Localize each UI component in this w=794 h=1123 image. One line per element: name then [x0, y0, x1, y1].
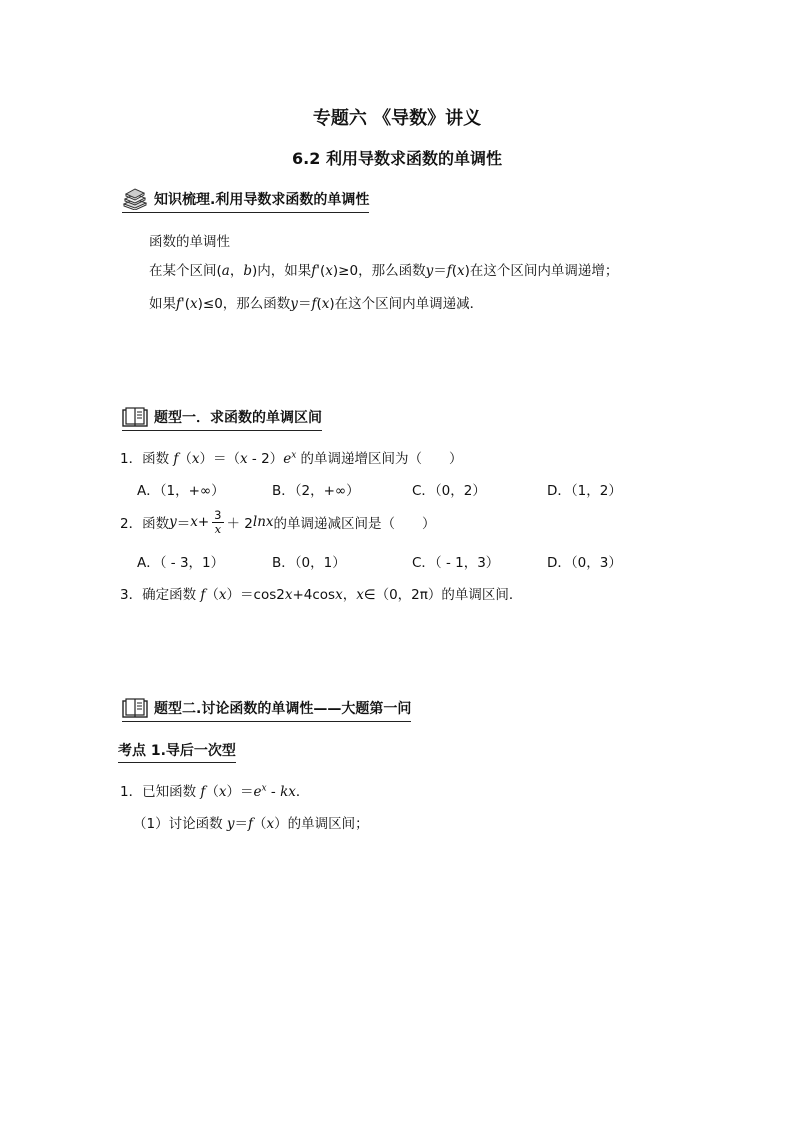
q2-option-a: A．（ - 3，1） — [137, 555, 225, 571]
q2-option-b: B．（0，1） — [272, 555, 346, 571]
section-heading-type1 — [122, 406, 322, 428]
knowledge-line-1: 在某个区间(a，b)内，如果f'(x)≥0，那么函数y＝f(x)在这个区间内单调递增； — [149, 263, 619, 279]
section-heading-text: 题型一．求函数的单调区间 — [154, 410, 322, 426]
page-title: 专题六 《导数》讲义 — [312, 108, 482, 129]
book-icon — [122, 697, 148, 719]
books-icon — [122, 188, 148, 210]
section-heading-text: 题型二.讨论函数的单调性——大题第一问 — [154, 701, 412, 717]
fraction-3-over-x: $\frac{3}{x}$ — [214, 507, 222, 536]
heading-underline — [122, 212, 369, 213]
q1-option-b: B．（2，+∞） — [272, 483, 360, 499]
section-heading-knowledge — [122, 188, 369, 210]
type2-question-1-part-1: （1）讨论函数 y＝f（x）的单调区间； — [133, 816, 369, 832]
keypoint-underline — [118, 762, 236, 763]
section-heading-type2 — [122, 697, 411, 719]
type2-question-1: 1．已知函数 $f(x)=e^x$ - kx． — [120, 783, 310, 800]
book-icon — [122, 406, 148, 428]
q2-option-c: C．（ - 1，3） — [412, 555, 500, 571]
keypoint-heading: 考点 1.导后一次型 — [118, 740, 236, 760]
q1-option-c: C．（0，2） — [412, 483, 486, 499]
knowledge-line-2: 如果f'(x)≤0，那么函数y＝f(x)在这个区间内单调递减． — [149, 296, 484, 312]
q2-option-d: D．（0，3） — [547, 555, 622, 571]
knowledge-subhead: 函数的单调性 — [149, 234, 230, 250]
q1-option-d: D．（1，2） — [547, 483, 622, 499]
heading-underline — [122, 721, 411, 722]
question-3: 3．确定函数 f（x）＝cos2x+4cosx，x∈（0，2π）的单调区间． — [120, 587, 523, 603]
page-subtitle: 6.2 利用导数求函数的单调性 — [292, 149, 502, 168]
heading-underline — [122, 430, 322, 431]
question-1: 1．函数 $f(x)=(x - 2)e^x$ 的单调递增区间为（ ） — [120, 450, 463, 467]
question-2: 2．函数 y ＝ x + $\frac{3}{x}$ ＋ 2 lnx 的单调递减区间是（ ） — [120, 507, 436, 536]
section-heading-text: 知识梳理.利用导数求函数的单调性 — [154, 192, 370, 208]
q1-option-a: A．（1，+∞） — [137, 483, 225, 499]
